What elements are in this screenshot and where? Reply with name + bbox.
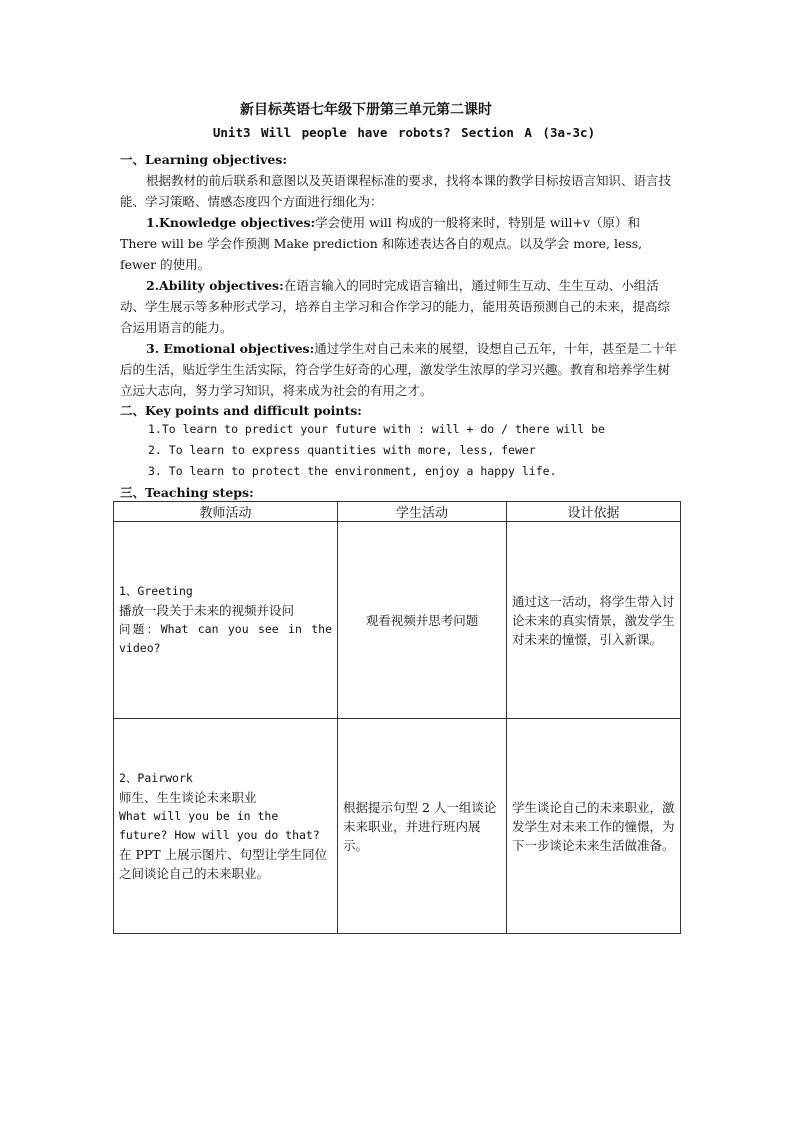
emotional-text: 通过学生对自己未来的展望，设想自己五年，十年，甚至是二十年后的生活，贴近学生生活实际，符合学生好奇的心理，激发学生浓厚的学习兴趣。教育和培养学生树立远大志向，努力学习知识，将来成为社会的有用之才。 [120, 341, 677, 398]
knowledge-objectives [120, 212, 680, 275]
design-basis-cell: 学生谈论自己的未来职业，激发学生对未来工作的憧憬，为下一步谈论未来生活做准备。 [507, 719, 681, 934]
student-activity-cell: 根据提示句型 2 人一组谈论未来职业，并进行班内展示。 [338, 719, 507, 934]
teacher-question: What will you be in the future? How will you do that? [119, 809, 320, 842]
knowledge-label: 1.Knowledge objectives: [146, 215, 316, 230]
teacher-activity-text: 播放一段关于未来的视频并设问 [119, 603, 295, 618]
step-title: 1、Greeting [119, 584, 193, 598]
ability-label: 2.Ability objectives: [146, 278, 284, 293]
key-point-2: 2. To learn to express quantities with more, less, fewer [148, 443, 536, 457]
column-header-basis: 设计依据 [507, 502, 681, 522]
emotional-objectives [120, 338, 680, 401]
column-header-teacher: 教师活动 [114, 502, 338, 522]
ability-objectives [120, 275, 680, 338]
table-header-row [114, 502, 681, 522]
design-basis-cell: 通过这一活动，将学生带入讨论未来的真实情景，激发学生对未来的憧憬，引入新课。 [507, 522, 681, 719]
document-title: 新目标英语七年级下册第三单元第二课时 [240, 102, 492, 118]
emotional-label: 3. Emotional objectives: [146, 341, 315, 356]
column-header-student: 学生活动 [338, 502, 507, 522]
teacher-extra-text: 在 PPT 上展示图片、句型让学生同位之间谈论自己的未来职业。 [119, 847, 328, 881]
table-row [114, 719, 681, 934]
key-point-3: 3. To learn to protect the environment, enjoy a happy life. [148, 464, 557, 478]
section3-heading: 三、Teaching steps: [120, 485, 254, 500]
teacher-activity-cell [114, 719, 338, 934]
knowledge-text: 学会使用 will 构成的一般将来时，特别是 will+v（原）和 There will be 学会作预测 Make prediction 和陈述表达各自的观点。以及学会 more, less, fewer 的使用。 [120, 215, 643, 272]
teaching-steps-table [113, 501, 681, 934]
ability-text: 在语言输入的同时完成语言输出，通过师生互动、生生互动、小组活动、学生展示等多种形式学习，培养自主学习和合作学习的能力，能用英语预测自己的未来，提高综合运用语言的能力。 [120, 278, 671, 335]
teacher-activity-text: 师生、生生谈论未来职业 [119, 790, 257, 805]
teacher-activity-cell [114, 522, 338, 719]
student-activity-cell: 观看视频并思考问题 [338, 522, 507, 719]
step-title: 2、Pairwork [119, 771, 193, 785]
section1-heading: 一、Learning objectives: [120, 152, 287, 167]
document-subtitle: Unit3 Will people have robots? Section A (3a-3c) [212, 125, 596, 140]
section1-intro: 根据教材的前后联系和意图以及英语课程标准的要求，找将本课的教学目标按语言知识、语言技能、学习策略、情感态度四个方面进行细化为： [120, 173, 672, 209]
section2-heading: 二、Key points and difficult points: [120, 403, 362, 418]
teacher-question: 问题：What can you see in the video? [119, 622, 332, 655]
table-row [114, 522, 681, 719]
key-point-1: 1.To learn to predict your future with : will + do / there will be [148, 422, 605, 436]
